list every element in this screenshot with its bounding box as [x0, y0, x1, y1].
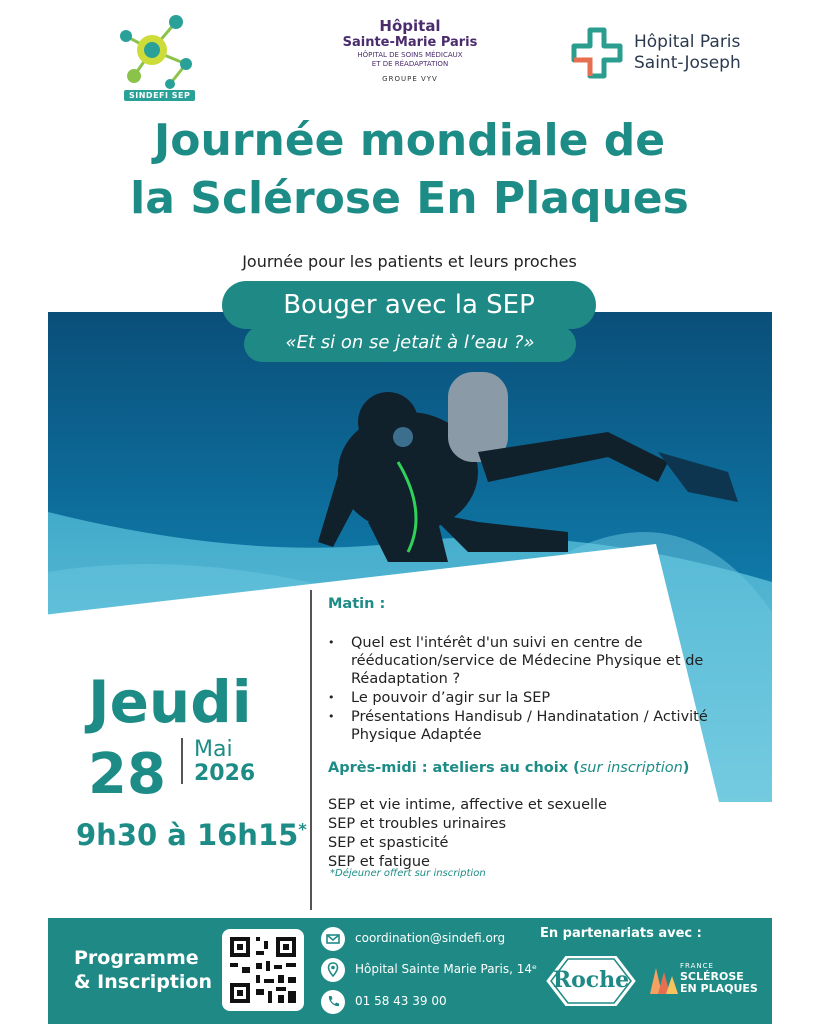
- hsm-desc-line1: HÔPITAL DE SOINS MÉDICAUX: [357, 51, 463, 59]
- afternoon-title-text: Après-midi : ateliers au choix (: [328, 760, 580, 776]
- date-month: Mai: [194, 737, 233, 762]
- qr-code[interactable]: [222, 929, 304, 1011]
- fsep-line3: EN PLAQUES: [680, 982, 758, 995]
- theme-pill: Bouger avec la SEP: [222, 281, 596, 329]
- program-divider: [310, 590, 312, 910]
- date-time-text: 9h30 à 16h15: [76, 818, 299, 852]
- programme-inscription: [74, 946, 212, 994]
- lunch-note: *Déjeuner offert sur inscription: [330, 868, 486, 879]
- morning-list: [328, 634, 768, 745]
- hsm-name-line1: Hôpital: [379, 17, 441, 35]
- afternoon-list: [328, 796, 768, 872]
- date-time-mark: *: [298, 819, 307, 839]
- france-sclerose-logo: [648, 962, 768, 1002]
- hsm-group: GROUPE VYV: [382, 75, 438, 83]
- hopital-sainte-marie-logo: [320, 18, 500, 83]
- afternoon-item: SEP et spasticité: [328, 835, 449, 851]
- morning-item: • Présentations Handisub / Handinatation / Activité Physique Adaptée: [328, 708, 768, 744]
- fsep-name: [680, 971, 758, 995]
- qr-code-icon: [222, 929, 304, 1011]
- subtitle: Journée pour les patients et leurs proches: [242, 252, 577, 271]
- hsm-name-line2: Sainte-Marie Paris: [342, 35, 478, 50]
- afternoon-item: SEP et fatigue: [328, 854, 430, 870]
- afternoon-item: SEP et troubles urinaires: [328, 816, 507, 832]
- date-year: 2026: [194, 761, 256, 786]
- partners-title: En partenariats avec :: [540, 926, 702, 941]
- phone-link[interactable]: 01 58 43 39 00: [355, 994, 447, 1008]
- hpsj-line1: Hôpital Paris: [634, 32, 741, 52]
- title-line2: la Sclérose En Plaques: [130, 173, 689, 224]
- phone-icon: [321, 990, 345, 1014]
- afternoon-title-italic: sur inscription: [579, 760, 683, 776]
- theme-quote: «Et si on se jetait à l’eau ?»: [244, 326, 576, 362]
- address-text: Hôpital Sainte Marie Paris, 14ᵉ: [355, 962, 537, 976]
- hpsj-name: [634, 32, 741, 74]
- date-time: [76, 818, 307, 852]
- date-separator: [181, 738, 183, 784]
- email-icon: [321, 927, 345, 951]
- hpsj-line2: Saint-Joseph: [634, 53, 741, 73]
- hopital-saint-joseph-logo: [570, 26, 770, 82]
- date-day: Jeudi: [88, 668, 252, 736]
- location-icon: [321, 958, 345, 982]
- afternoon-item: SEP et vie intime, affective et sexuelle: [328, 797, 607, 813]
- email-link[interactable]: coordination@sindefi.org: [355, 931, 506, 945]
- morning-title: Matin :: [328, 596, 386, 612]
- morning-item: • Quel est l'intérêt d'un suivi en centre de rééducation/service de Médecine Physique et de Réadaptation ?: [328, 634, 768, 688]
- cross-icon: [570, 26, 624, 80]
- afternoon-title: [328, 760, 689, 776]
- roche-text: Roche: [552, 967, 630, 993]
- roche-logo: [543, 953, 639, 1009]
- programme-line2: & Inscription: [74, 971, 213, 993]
- main-title: [0, 112, 819, 228]
- sindefi-logo: [104, 8, 200, 104]
- title-line1: Journée mondiale de: [153, 115, 666, 166]
- afternoon-title-end: ): [682, 760, 690, 776]
- programme-line1: Programme: [74, 947, 199, 969]
- date-number: 28: [88, 742, 166, 807]
- fsep-mark-icon: [648, 964, 678, 998]
- fsep-line1: FRANCE: [680, 962, 714, 970]
- fsep-line2: SCLÉROSE: [680, 970, 744, 983]
- sindefi-tag: SINDEFI SEP: [124, 90, 195, 101]
- morning-item: • Le pouvoir d’agir sur la SEP: [328, 689, 768, 707]
- hsm-desc-line2: ET DE RÉADAPTATION: [371, 60, 449, 68]
